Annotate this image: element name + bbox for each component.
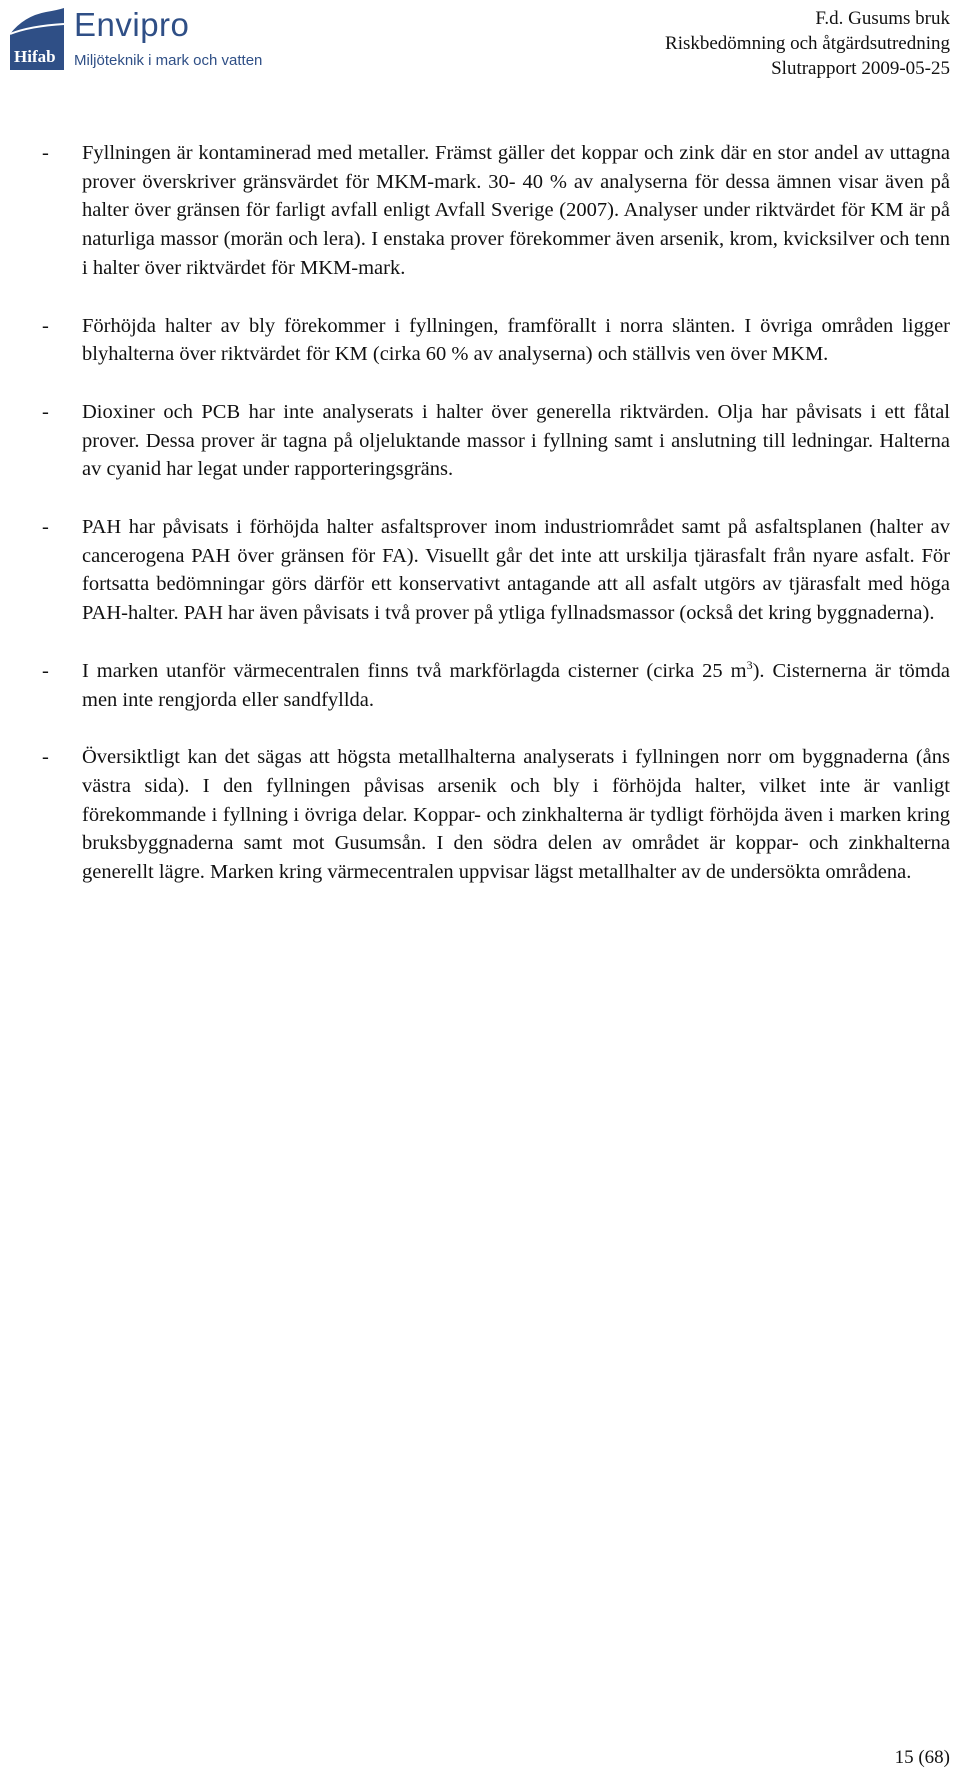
report-date: Slutrapport 2009-05-25 bbox=[771, 58, 950, 79]
bullet-text: Fyllningen är kontaminerad med metaller. Främst gäller det koppar och zink där en stor andel av uttagna prover överskriver gränsvärdet för MKM-mark. 30- 40 % av analyserna för dessa ämnen visar även på halter över gränsen för farligt avfall enligt Avfall Sverige (2007). Analyser under riktvärdet för KM är på naturliga massor (morän och lera). I enstaka prover förekommer även arsenik, krom, kvicksilver och tenn i halter över riktvärdet för MKM-mark. bbox=[82, 142, 950, 279]
bullet-item bbox=[42, 312, 950, 369]
document-body bbox=[42, 139, 950, 916]
bullet-text: Översiktligt kan det sägas att högsta metallhalterna analyserats i fyllningen norr om byggnaderna (åns västra sida). I den fyllningen påvisas arsenik och bly i förhöjda halter, vilket inte är vanligt förekommande i fyllning i övriga delar. Koppar- och zinkhalterna är tydligt förhöjda även i marken kring bruksbyggnaderna samt mot Gusumsån. I den södra delen av området är koppar- och zinkhalterna generellt lägre. Marken kring värmecentralen uppvisar lägst metallhalter av de undersökta områdena. bbox=[82, 746, 950, 884]
company-logo bbox=[6, 4, 276, 76]
logo-brand: Envipro bbox=[74, 6, 190, 43]
bullet-item bbox=[42, 743, 950, 887]
superscript-exponent: 3 bbox=[746, 658, 753, 673]
bullet-text: Dioxiner och PCB har inte analyserats i halter över generella riktvärden. Olja har påvisats i ett fåtal prover. Dessa prover är tagna på oljeluktande massor i fyllning samt i anslutning till ledningar. Halterna av cyanid har legat under rapporteringsgräns. bbox=[82, 400, 950, 481]
logo-tagline: Miljöteknik i mark och vatten bbox=[74, 52, 263, 69]
bullet-dash: - bbox=[42, 659, 49, 682]
document-info bbox=[665, 6, 950, 81]
bullet-text-after: ). Cisternerna är tömda men inte rengjorda eller sandfyllda. bbox=[82, 659, 951, 711]
hifab-badge-icon bbox=[6, 4, 68, 76]
bullet-item bbox=[42, 139, 950, 283]
bullet-dash: - bbox=[42, 314, 49, 337]
bullet-item bbox=[42, 657, 950, 714]
bullet-dash: - bbox=[42, 142, 49, 164]
bullet-text: PAH har påvisats i förhöjda halter asfaltsprover inom industriområdet samt på asfaltsplanen (halter av cancerogena PAH över gränsen för FA). Visuellt går det inte att urskilja tjärasfalt från nyare asfalt. För fortsatta bedömningar görs därför ett konservativt antagande att all asfalt utgörs av tjärasfalt med höga PAH-halter. PAH har även påvisats i två prover på ytliga fyllnadsmassor (också det kring byggnaderna). bbox=[82, 516, 950, 625]
bullet-item bbox=[42, 398, 950, 484]
bullet-text: Förhöjda halter av bly förekommer i fyllningen, framförallt i norra slänten. I övriga områden ligger blyhalterna över riktvärdet för KM (cirka 60 % av analyserna) och ställvis ven över MKM. bbox=[82, 314, 950, 366]
report-type: Riskbedömning och åtgärdsutredning bbox=[665, 33, 950, 54]
project-name: F.d. Gusums bruk bbox=[815, 8, 950, 29]
bullet-dash: - bbox=[42, 746, 49, 769]
svg-text:Hifab: Hifab bbox=[14, 47, 56, 66]
page-number: 15 (68) bbox=[894, 1747, 950, 1768]
bullet-dash: - bbox=[42, 400, 49, 423]
bullet-text-before: I marken utanför värmecentralen finns två markförlagda cisterner (cirka 25 m bbox=[82, 659, 747, 682]
bullet-item bbox=[42, 513, 950, 628]
page-header bbox=[0, 0, 960, 90]
bullet-dash: - bbox=[42, 516, 49, 539]
